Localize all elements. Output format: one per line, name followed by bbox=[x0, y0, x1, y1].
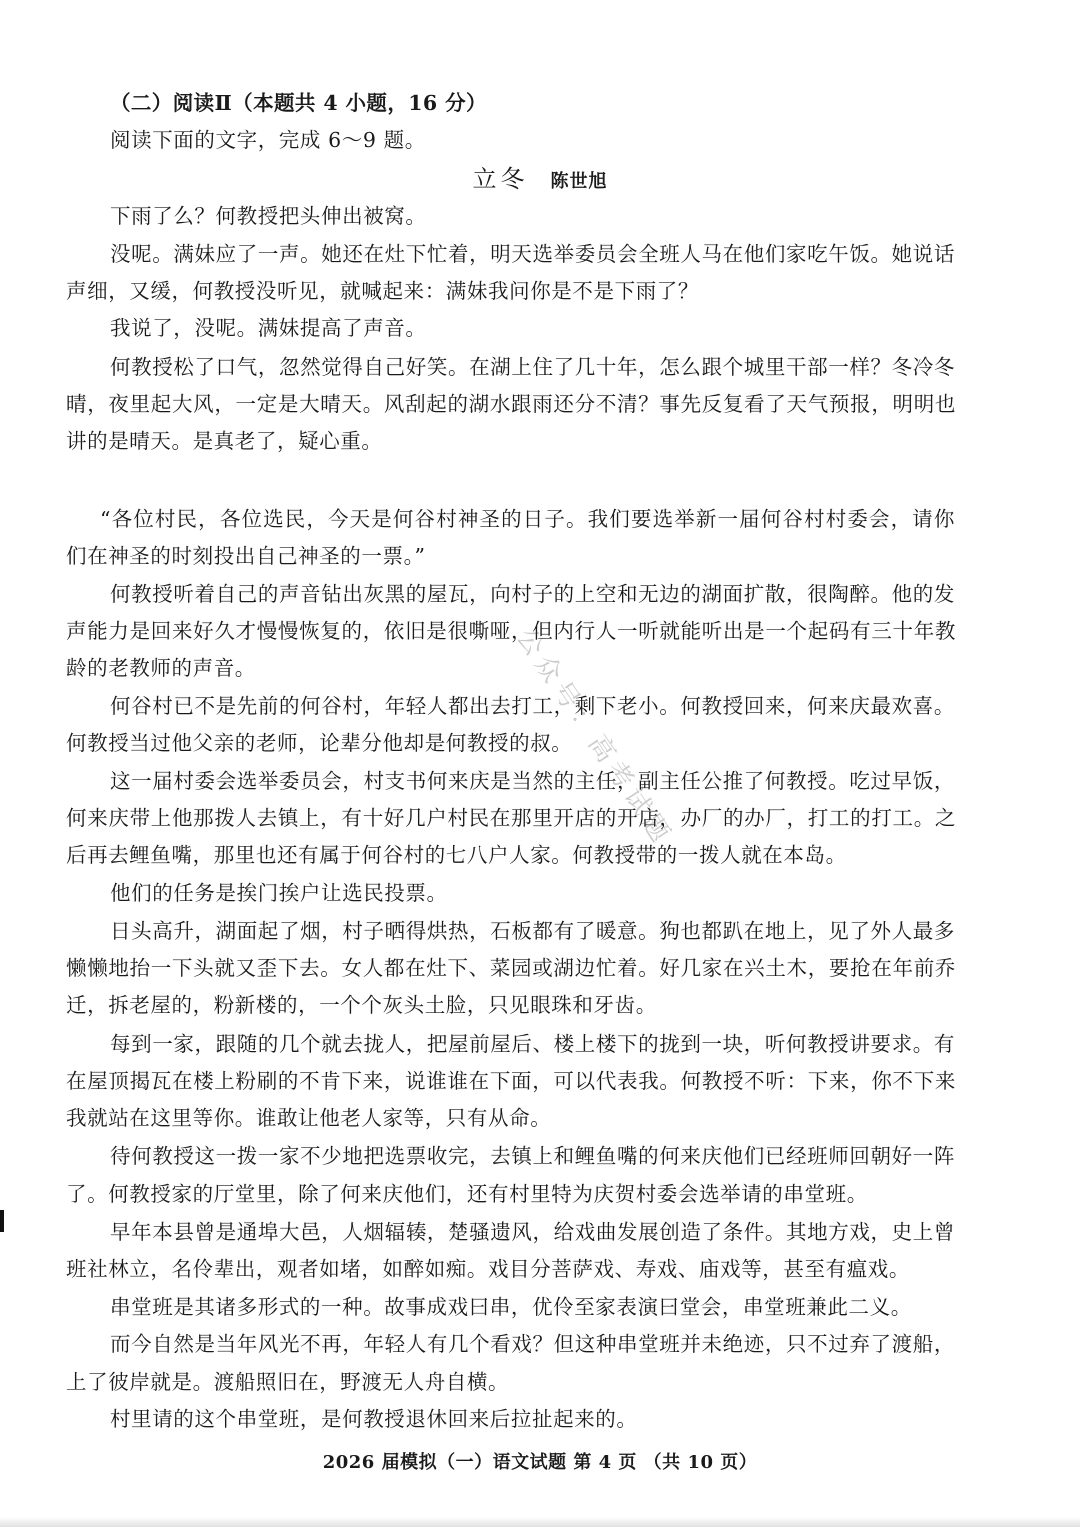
text-line: 何来庆带上他那拨人去镇上，有十好几户村民在那里开店的开店，办厂的办厂，打工的打工。之 bbox=[66, 806, 956, 830]
text-line: 讲的是晴天。是真老了，疑心重。 bbox=[66, 429, 383, 453]
text-line: 下雨了么？何教授把头伸出被窝。 bbox=[110, 204, 427, 228]
article-author: 陈世旭 bbox=[550, 171, 608, 192]
text-line: 晴，夜里起大风，一定是大晴天。风刮起的湖水跟雨还分不清？事先反复看了天气预报，明明也 bbox=[66, 392, 956, 416]
page-edge-shadow bbox=[0, 1517, 1080, 1527]
text-line: 何教授听着自己的声音钻出灰黑的屋瓦，向村子的上空和无边的湖面扩散，很陶醉。他的发 bbox=[110, 582, 955, 606]
page-footer: 2026 届模拟（一）语文试题 第 4 页 （共 10 页） bbox=[322, 1452, 758, 1473]
article-title: 立冬 bbox=[472, 165, 529, 193]
text-line: 早年本县曾是通埠大邑，人烟辐辏，楚骚遗风，给戏曲发展创造了条件。其地方戏，史上曾 bbox=[110, 1220, 955, 1244]
text-line: 待何教授这一拨一家不少地把选票收完，去镇上和鲤鱼嘴的何来庆他们已经班师回朝好一阵 bbox=[110, 1144, 955, 1168]
text-line: “各位村民，各位选民，今天是何谷村神圣的日子。我们要选举新一届何谷村村委会，请你 bbox=[100, 507, 955, 531]
text-line: 何教授当过他父亲的老师，论辈分他却是何教授的叔。 bbox=[66, 731, 573, 755]
instruction-text: 阅读下面的文字，完成 6～9 题。 bbox=[110, 128, 426, 152]
text-line: 他们的任务是挨门挨户让选民投票。 bbox=[110, 881, 448, 905]
article-title-line bbox=[0, 164, 1080, 197]
text-line: 每到一家，跟随的几个就去拢人，把屋前屋后、楼上楼下的拢到一块，听何教授讲要求。有 bbox=[110, 1032, 955, 1056]
text-line: 在屋顶揭瓦在楼上粉刷的不肯下来，说谁谁在下面，可以代表我。何教授不听：下来，你不下来 bbox=[66, 1069, 956, 1093]
text-line: 我说了，没呢。满妹提高了声音。 bbox=[110, 316, 427, 340]
text-line: 串堂班是其诸多形式的一种。故事成戏曰串，优伶至家表演曰堂会，串堂班兼此二义。 bbox=[110, 1295, 912, 1319]
text-line: 们在神圣的时刻投出自己神圣的一票。” bbox=[66, 544, 426, 568]
text-line: 日头高升，湖面起了烟，村子晒得烘热，石板都有了暖意。狗也都趴在地上，见了外人最多 bbox=[110, 919, 955, 943]
text-line: 没呢。满妹应了一声。她还在灶下忙着，明天选举委员会全班人马在他们家吃午饭。她说话 bbox=[110, 242, 955, 266]
text-line: 了。何教授家的厅堂里，除了何来庆他们，还有村里特为庆贺村委会选举请的串堂班。 bbox=[66, 1182, 868, 1206]
text-line: 龄的老教师的声音。 bbox=[66, 656, 256, 680]
text-line: 迁，拆老屋的，粉新楼的，一个个灰头土脸，只见眼珠和牙齿。 bbox=[66, 993, 657, 1017]
text-line: 班社林立，名伶辈出，观者如堵，如醉如痴。戏目分菩萨戏、寿戏、庙戏等，甚至有瘟戏。 bbox=[66, 1257, 910, 1281]
watermark: 公众号：高考试题 bbox=[510, 623, 679, 853]
text-line: 懒懒地抬一下头就又歪下去。女人都在灶下、菜园或湖边忙着。好几家在兴土木，要抢在年前乔 bbox=[66, 956, 956, 980]
text-line: 村里请的这个串堂班，是何教授退休回来后拉扯起来的。 bbox=[110, 1407, 638, 1431]
text-line: 上了彼岸就是。渡船照旧在，野渡无人舟自横。 bbox=[66, 1370, 510, 1394]
section-heading: （二）阅读Ⅱ（本题共 4 小题，16 分） bbox=[110, 91, 487, 115]
text-line: 我就站在这里等你。谁敢让他老人家等，只有从命。 bbox=[66, 1106, 552, 1130]
text-line: 声能力是回来好久才慢慢恢复的，依旧是很嘶哑，但内行人一听就能听出是一个起码有三十年教 bbox=[66, 619, 956, 643]
text-line: 后再去鲤鱼嘴，那里也还有属于何谷村的七八户人家。何教授带的一拨人就在本岛。 bbox=[66, 843, 847, 867]
text-line: 而今自然是当年风光不再，年轻人有几个看戏？但这种串堂班并未绝迹，只不过弃了渡船， bbox=[110, 1332, 955, 1356]
margin-mark bbox=[0, 1210, 4, 1232]
text-line: 这一届村委会选举委员会，村支书何来庆是当然的主任，副主任公推了何教授。吃过早饭， bbox=[110, 769, 955, 793]
text-line: 何谷村已不是先前的何谷村，年轻人都出去打工，剩下老小。何教授回来，何来庆最欢喜。 bbox=[110, 694, 955, 718]
text-line: 声细，又缓，何教授没听见，就喊起来：满妹我问你是不是下雨了？ bbox=[66, 279, 699, 303]
text-line: 何教授松了口气，忽然觉得自己好笑。在湖上住了几十年，怎么跟个城里干部一样？冬冷冬 bbox=[110, 355, 955, 379]
